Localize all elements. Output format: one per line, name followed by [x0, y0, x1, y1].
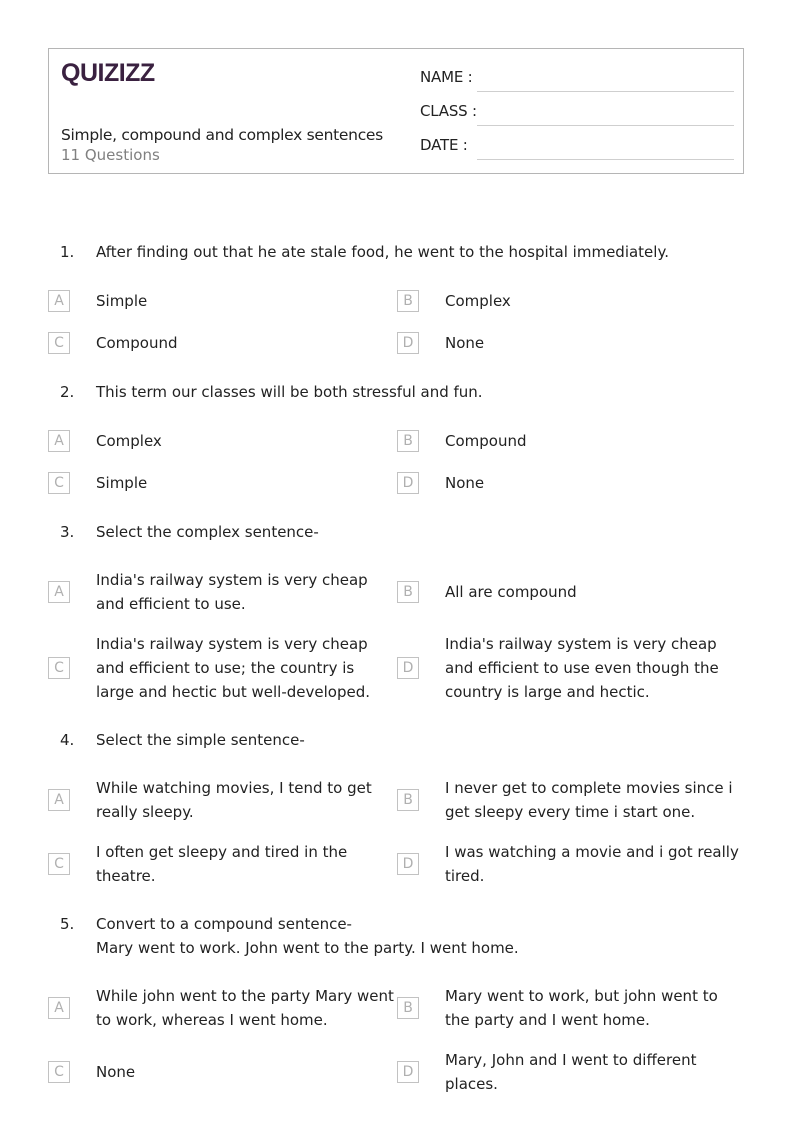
option-letter-box: A: [48, 430, 70, 452]
class-field[interactable]: [420, 102, 734, 126]
option-text: While watching movies, I tend to get really sleepy.: [96, 779, 372, 821]
question-text: This term our classes will be both stressful and fun.: [96, 383, 483, 401]
option-letter-box: D: [397, 1061, 419, 1083]
quizizz-logo: QUIZIZZ: [61, 59, 155, 87]
option-letter-box: C: [48, 853, 70, 875]
option-text: I often get sleepy and tired in the theatre.: [96, 843, 348, 885]
question-number: 2.: [60, 383, 75, 401]
name-field[interactable]: [420, 68, 734, 92]
question-number: 3.: [60, 523, 75, 541]
date-line[interactable]: [477, 159, 734, 160]
class-line[interactable]: [477, 125, 734, 126]
worksheet-title: Simple, compound and complex sentences: [61, 126, 383, 144]
worksheet-header: [48, 48, 744, 174]
question-text-continued: Mary went to work. John went to the party. I went home.: [96, 939, 519, 957]
option-text: India's railway system is very cheap and efficient to use even though the country is large and hectic.: [445, 635, 719, 701]
option-text: None: [96, 1063, 136, 1081]
option-letter-box: C: [48, 332, 70, 354]
option-text: Mary, John and I went to different places.: [445, 1051, 697, 1093]
option-text: All are compound: [445, 583, 577, 601]
question-count: 11 Questions: [61, 146, 160, 164]
question-number: 4.: [60, 731, 75, 749]
question-number: 1.: [60, 243, 75, 261]
question-text: Select the simple sentence-: [96, 731, 305, 749]
option-text: I was watching a movie and i got really tired.: [445, 843, 739, 885]
option-text: While john went to the party Mary went to work, whereas I went home.: [96, 987, 394, 1029]
option-text: Simple: [96, 292, 148, 310]
option-letter-box: A: [48, 789, 70, 811]
option-letter-box: B: [397, 581, 419, 603]
question-number: 5.: [60, 915, 75, 933]
option-letter-box: C: [48, 657, 70, 679]
option-letter-box: A: [48, 997, 70, 1019]
option-text: Complex: [445, 292, 511, 310]
question-text: Select the complex sentence-: [96, 523, 319, 541]
option-letter-box: B: [397, 997, 419, 1019]
option-text: Mary went to work, but john went to the party and I went home.: [445, 987, 718, 1029]
option-letter-box: B: [397, 430, 419, 452]
question-text: After finding out that he ate stale food, he went to the hospital immediately.: [96, 243, 669, 261]
class-label: CLASS :: [420, 102, 477, 120]
name-line[interactable]: [477, 91, 734, 92]
question-text: Convert to a compound sentence-: [96, 915, 352, 933]
option-letter-box: D: [397, 853, 419, 875]
option-letter-box: A: [48, 290, 70, 312]
option-letter-box: B: [397, 290, 419, 312]
option-text: I never get to complete movies since i get sleepy every time i start one.: [445, 779, 733, 821]
option-letter-box: C: [48, 1061, 70, 1083]
option-text: India's railway system is very cheap and efficient to use; the country is large and hectic but well-developed.: [96, 635, 370, 701]
option-text: India's railway system is very cheap and efficient to use.: [96, 571, 368, 613]
option-letter-box: D: [397, 657, 419, 679]
option-letter-box: D: [397, 472, 419, 494]
date-label: DATE :: [420, 136, 468, 154]
option-text: Compound: [445, 432, 527, 450]
option-letter-box: D: [397, 332, 419, 354]
option-letter-box: C: [48, 472, 70, 494]
option-text: Compound: [96, 334, 178, 352]
option-letter-box: B: [397, 789, 419, 811]
date-field[interactable]: [420, 136, 734, 160]
name-label: NAME :: [420, 68, 473, 86]
option-text: Complex: [96, 432, 162, 450]
option-letter-box: A: [48, 581, 70, 603]
option-text: Simple: [96, 474, 148, 492]
option-text: None: [445, 474, 485, 492]
option-text: None: [445, 334, 485, 352]
